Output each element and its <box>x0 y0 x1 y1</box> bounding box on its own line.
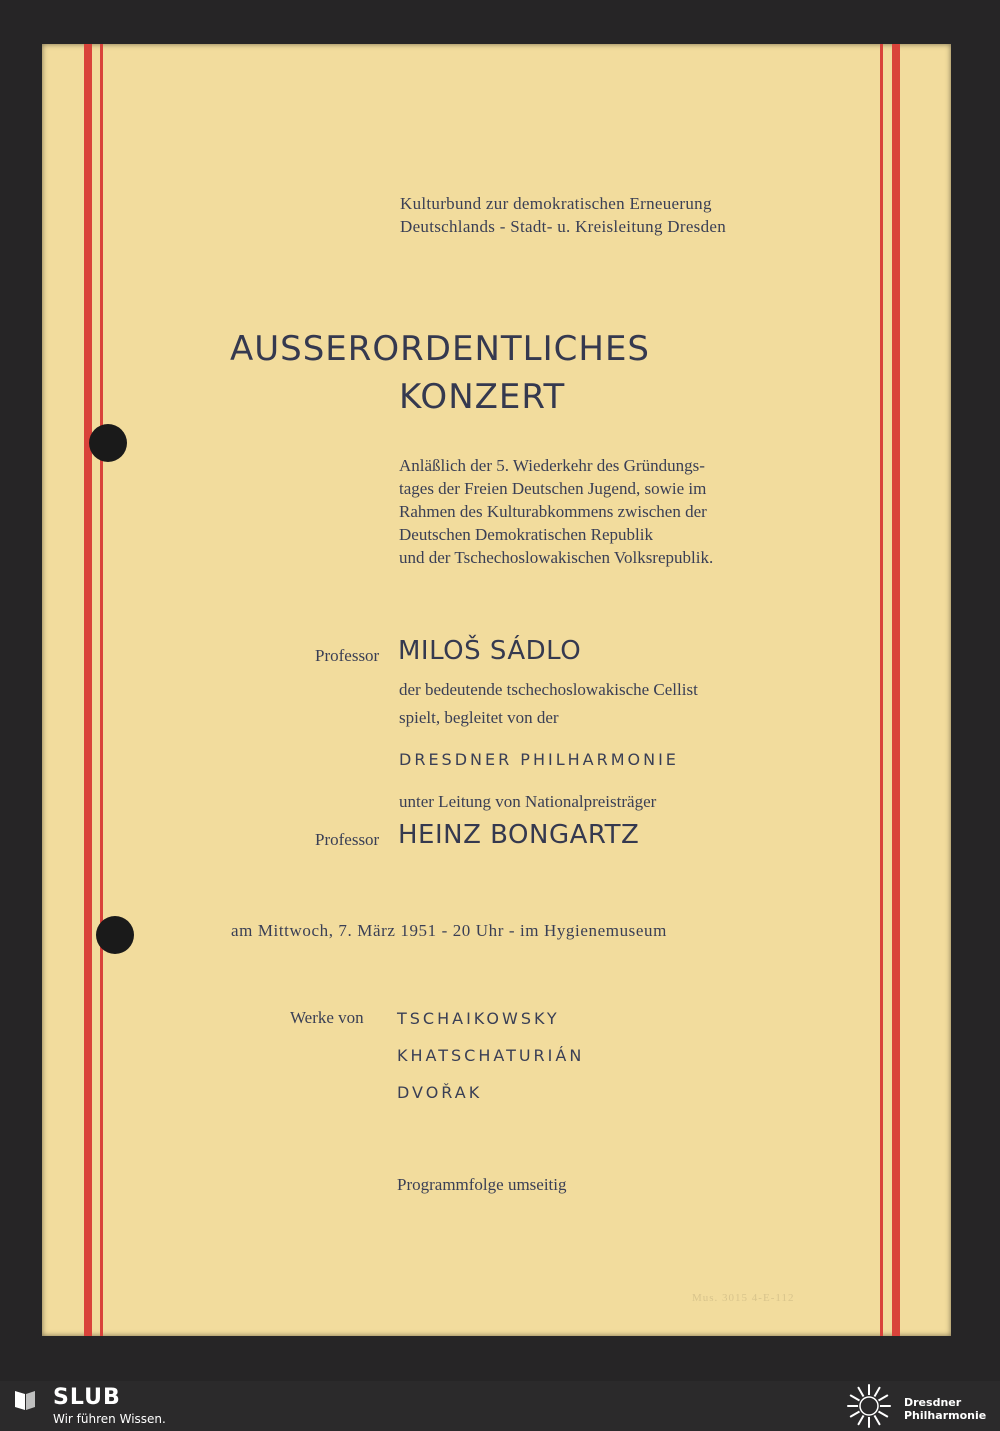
archive-stamp: Mus. 3015 4-E-112 <box>692 1292 795 1304</box>
composer-3: DVOŘAK <box>397 1083 483 1102</box>
right-red-rule-thin <box>880 44 883 1336</box>
occasion-line: Deutschen Demokratischen Republik <box>399 525 653 544</box>
occasion-line: Anläßlich der 5. Wiederkehr des Gründungs- <box>399 456 705 475</box>
punch-hole-bottom <box>96 916 134 954</box>
title-line-1: AUSSERORDENTLICHES <box>230 329 651 369</box>
program-note: Programmfolge umseitig <box>397 1175 567 1194</box>
title-line-2: KONZERT <box>399 377 566 417</box>
soloist-prefix: Professor <box>315 646 380 665</box>
slub-tagline: Wir führen Wissen. <box>53 1412 166 1426</box>
footer-bar <box>0 1381 1000 1431</box>
left-red-rule-thick <box>84 44 92 1336</box>
date-venue-line: am Mittwoch, 7. März 1951 - 20 Uhr - im Hygienemuseum <box>231 921 667 940</box>
punch-hole-top <box>89 424 127 462</box>
organizer-line-1: Kulturbund zur demokratischen Erneuerung <box>400 194 712 213</box>
occasion-line: und der Tschechoslowakischen Volksrepublik. <box>399 548 714 567</box>
conductor-prefix: Professor <box>315 830 380 849</box>
concert-flyer <box>42 44 951 1336</box>
dp-line-1: Dresdner <box>904 1396 962 1409</box>
conductor-lead-in: unter Leitung von Nationalpreisträger <box>399 792 657 811</box>
occasion-line: tages der Freien Deutschen Jugend, sowie im <box>399 479 707 498</box>
soloist-accompaniment: spielt, begleitet von der <box>399 708 559 727</box>
organizer-header <box>400 192 726 238</box>
orchestra-name: DRESDNER PHILHARMONIE <box>399 750 679 769</box>
composer-1: TSCHAIKOWSKY <box>397 1009 560 1028</box>
left-red-rule-thin <box>100 44 103 1336</box>
occasion-line: Rahmen des Kulturabkommens zwischen der <box>399 502 707 521</box>
dp-line-2: Philharmonie <box>904 1409 987 1422</box>
occasion-text <box>399 454 713 569</box>
organizer-line-2: Deutschlands - Stadt- u. Kreisleitung Dresden <box>400 217 727 236</box>
conductor-name: HEINZ BONGARTZ <box>398 820 640 850</box>
right-red-rule-thick <box>892 44 900 1336</box>
slub-book-icon <box>13 1388 37 1412</box>
soloist-description: der bedeutende tschechoslowakische Cellist <box>399 680 698 699</box>
works-label: Werke von <box>290 1008 364 1027</box>
dresdner-philharmonie-logo-icon <box>843 1381 895 1431</box>
dresdner-philharmonie-logo-text <box>904 1396 986 1422</box>
composer-2: KHATSCHATURIÁN <box>397 1046 585 1065</box>
soloist-name: MILOŠ SÁDLO <box>398 636 582 666</box>
slub-logo-text: SLUB <box>53 1385 121 1410</box>
